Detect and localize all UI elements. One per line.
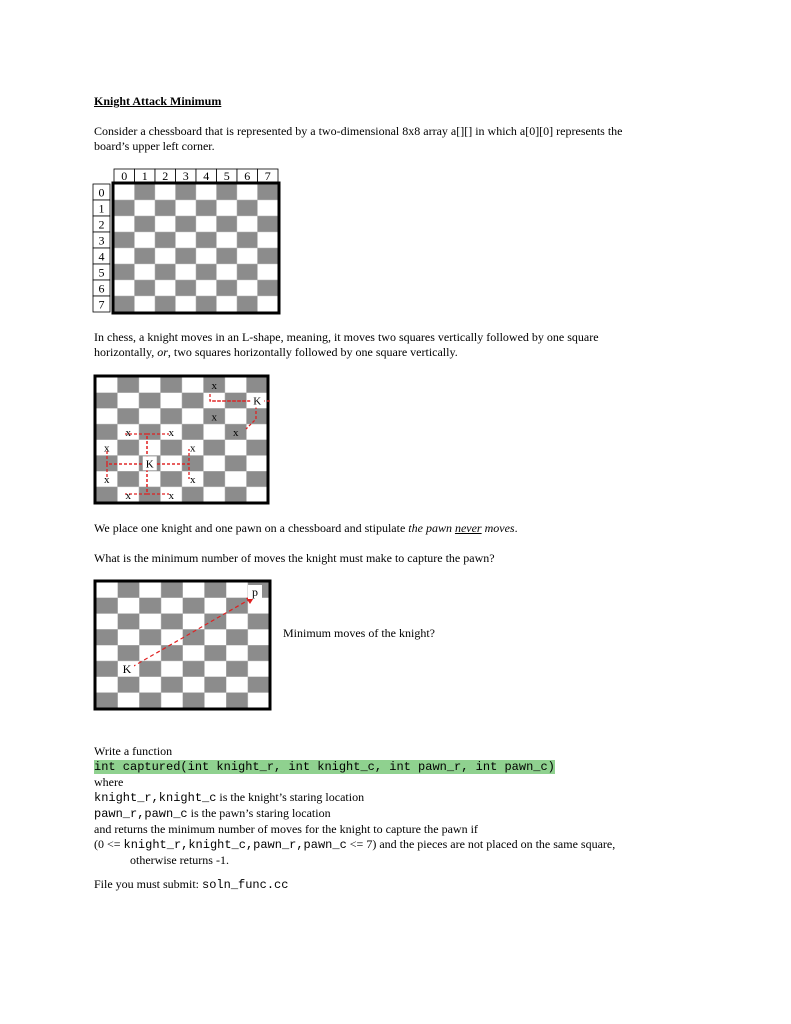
board-square <box>139 661 161 677</box>
board-square <box>204 471 226 487</box>
board-square <box>183 677 205 693</box>
row-index-label: 1 <box>98 201 105 216</box>
board-square <box>161 645 183 661</box>
board-square <box>226 629 248 645</box>
board-square <box>96 582 118 598</box>
board-square <box>258 264 279 280</box>
target-label: x <box>211 379 217 392</box>
board-square <box>247 471 269 487</box>
submit-line: File you must submit: soln_func.cc <box>94 877 289 892</box>
board-square <box>135 264 156 280</box>
board-square <box>205 693 227 709</box>
board-square <box>247 456 269 472</box>
condition-line: (0 <= knight_r,knight_c,pawn_r,pawn_c <= 7) and the pieces are not placed on the same square, <box>94 837 616 852</box>
board-square <box>182 393 204 409</box>
board-square <box>183 693 205 709</box>
board-square <box>258 248 279 264</box>
board-square <box>96 614 118 630</box>
board-square <box>118 629 140 645</box>
row-index-label: 3 <box>98 233 105 248</box>
column-index-label: 2 <box>162 169 169 183</box>
target-label: x <box>104 474 110 487</box>
board-square <box>258 296 279 312</box>
board-square <box>247 487 269 503</box>
intro-line-1: Consider a chessboard that is represented by a two-dimensional 8x8 array a[][] in which a[0][0] represents the <box>94 124 623 138</box>
row-index-label: 0 <box>98 185 105 200</box>
board-square <box>204 440 226 456</box>
board-square <box>118 582 140 598</box>
board-square <box>196 184 217 200</box>
indexed-chessboard <box>92 168 284 316</box>
board-square <box>196 248 217 264</box>
board-square <box>118 677 140 693</box>
board-square <box>217 200 238 216</box>
board-square <box>237 296 258 312</box>
board-square <box>118 408 140 424</box>
where-text: where <box>94 775 124 789</box>
board-square <box>139 440 161 456</box>
board-square <box>114 200 135 216</box>
board-square <box>217 296 238 312</box>
board-square <box>155 280 176 296</box>
knight-label: K <box>122 662 132 676</box>
function-spec <box>94 744 734 868</box>
column-index-label: 7 <box>264 169 271 183</box>
board-square <box>139 677 161 693</box>
row-index-label: 2 <box>98 217 105 232</box>
board-square <box>118 614 140 630</box>
board-square <box>96 693 118 709</box>
board-square <box>96 424 118 440</box>
board-square <box>248 677 270 693</box>
row-index-label: 7 <box>98 297 105 312</box>
board-square <box>205 582 227 598</box>
board-square <box>204 456 226 472</box>
board-square <box>205 598 227 614</box>
column-index-header <box>114 169 278 183</box>
board-square <box>176 216 197 232</box>
board-square <box>139 471 161 487</box>
row-index-label: 5 <box>98 265 105 280</box>
board-square <box>161 614 183 630</box>
board-square <box>237 264 258 280</box>
page-title: Knight Attack Minimum <box>94 94 222 108</box>
board-square <box>135 216 156 232</box>
board-square <box>248 645 270 661</box>
rules-line-1: In chess, a knight moves in an L-shape, meaning, it moves two squares vertically followed by one square <box>94 330 599 344</box>
row-index-label: 4 <box>98 249 105 264</box>
board-square <box>182 456 204 472</box>
board-square <box>118 393 140 409</box>
otherwise-line: otherwise returns -1. <box>130 853 229 867</box>
board-square <box>205 661 227 677</box>
board-square <box>217 280 238 296</box>
board-square <box>161 440 183 456</box>
board-square <box>96 598 118 614</box>
board-square <box>196 296 217 312</box>
board-square <box>161 661 183 677</box>
board-squares <box>96 377 268 503</box>
board-square <box>155 248 176 264</box>
board-square <box>139 393 161 409</box>
board-square <box>139 693 161 709</box>
board-square <box>139 614 161 630</box>
board-square <box>226 582 248 598</box>
board-square <box>139 582 161 598</box>
board-square <box>114 216 135 232</box>
board-square <box>247 377 269 393</box>
board-square <box>225 377 247 393</box>
column-index-label: 1 <box>141 169 148 183</box>
board-square <box>176 280 197 296</box>
board-square <box>196 200 217 216</box>
target-label: x <box>233 426 239 439</box>
board-square <box>237 200 258 216</box>
board-square <box>161 598 183 614</box>
knight-rules-paragraph <box>94 330 694 360</box>
target-label: x <box>190 474 196 487</box>
target-label: x <box>190 442 196 455</box>
board-square <box>226 693 248 709</box>
board-square <box>161 693 183 709</box>
rules-line-2: horizontally, or, two squares horizontally followed by one square vertically. <box>94 345 458 359</box>
board-square <box>247 424 269 440</box>
board-square <box>135 296 156 312</box>
board-square <box>155 216 176 232</box>
board-square <box>135 232 156 248</box>
board-square <box>248 629 270 645</box>
board-square <box>205 677 227 693</box>
board-square <box>176 296 197 312</box>
example-caption: Minimum moves of the knight? <box>283 626 435 640</box>
board-square <box>225 487 247 503</box>
board-square <box>258 280 279 296</box>
board-square <box>118 471 140 487</box>
board-square <box>96 487 118 503</box>
board-square <box>204 487 226 503</box>
example-board <box>92 578 274 712</box>
board-square <box>248 614 270 630</box>
target-label: x <box>104 442 110 455</box>
board-square <box>139 408 161 424</box>
board-square <box>96 629 118 645</box>
board-square <box>205 645 227 661</box>
board-square <box>161 677 183 693</box>
board-square <box>204 424 226 440</box>
board-square <box>96 645 118 661</box>
board-square <box>139 487 161 503</box>
board-square <box>139 377 161 393</box>
column-index-label: 3 <box>182 169 189 183</box>
board-square <box>161 393 183 409</box>
board-square <box>248 661 270 677</box>
board-square <box>118 645 140 661</box>
board-square <box>139 598 161 614</box>
board-square <box>114 248 135 264</box>
board-square <box>161 629 183 645</box>
board-square <box>182 424 204 440</box>
knight-param-line: knight_r,knight_c is the knight’s staring location <box>94 790 365 805</box>
board-square <box>114 280 135 296</box>
board-square <box>196 216 217 232</box>
board-square <box>237 216 258 232</box>
target-label: x <box>125 426 131 439</box>
board-square <box>114 264 135 280</box>
function-signature-line <box>94 759 734 775</box>
board-square <box>217 264 238 280</box>
pawn-label: p <box>252 585 258 599</box>
board-square <box>114 296 135 312</box>
board-square <box>225 456 247 472</box>
target-label: x <box>211 411 217 424</box>
board-square <box>258 216 279 232</box>
board-square <box>205 614 227 630</box>
board-square <box>247 408 269 424</box>
returns-line: and returns the minimum number of moves for the knight to capture the pawn if <box>94 822 478 836</box>
board-squares <box>114 184 278 312</box>
pawn-param-line: pawn_r,pawn_c is the pawn’s staring location <box>94 806 331 821</box>
board-square <box>237 184 258 200</box>
submit-filename: soln_func.cc <box>202 878 289 892</box>
board-square <box>196 264 217 280</box>
board-square <box>96 408 118 424</box>
board-square <box>258 200 279 216</box>
board-square <box>161 582 183 598</box>
board-square <box>161 408 183 424</box>
board-square <box>118 377 140 393</box>
board-square <box>217 216 238 232</box>
column-index-label: 4 <box>203 169 210 183</box>
board-square <box>155 232 176 248</box>
board-square <box>118 598 140 614</box>
board-square <box>135 200 156 216</box>
board-square <box>139 629 161 645</box>
knight-moves-board <box>92 374 272 506</box>
column-index-label: 6 <box>244 169 251 183</box>
board-square <box>237 232 258 248</box>
board-square <box>226 614 248 630</box>
board-square <box>135 184 156 200</box>
board-square <box>176 200 197 216</box>
board-square <box>225 440 247 456</box>
board-square <box>182 408 204 424</box>
board-square <box>196 280 217 296</box>
board-square <box>155 200 176 216</box>
placement-sentence: We place one knight and one pawn on a chessboard and stipulate the pawn never moves. <box>94 521 518 535</box>
board-square <box>183 645 205 661</box>
column-index-label: 5 <box>223 169 230 183</box>
board-square <box>225 408 247 424</box>
column-index-label: 0 <box>121 169 128 183</box>
intro-paragraph <box>94 124 694 154</box>
board-square <box>135 248 156 264</box>
board-square <box>182 377 204 393</box>
function-intro: Write a function <box>94 744 173 758</box>
function-signature: int captured(int knight_r, int knight_c, int pawn_r, int pawn_c) <box>94 760 555 774</box>
knight-label: K <box>253 395 262 408</box>
board-square <box>114 184 135 200</box>
board-square <box>196 232 217 248</box>
board-square <box>226 661 248 677</box>
row-index-label: 6 <box>98 281 105 296</box>
board-square <box>96 377 118 393</box>
knight-label: K <box>145 458 154 471</box>
board-square <box>155 264 176 280</box>
board-square <box>183 598 205 614</box>
board-square <box>183 582 205 598</box>
board-square <box>161 471 183 487</box>
board-square <box>248 693 270 709</box>
intro-line-2: board’s upper left corner. <box>94 139 215 153</box>
board-square <box>205 629 227 645</box>
board-square <box>155 296 176 312</box>
board-square <box>135 280 156 296</box>
board-square <box>176 264 197 280</box>
board-square <box>118 693 140 709</box>
board-square <box>161 377 183 393</box>
board-square <box>118 440 140 456</box>
board-square <box>96 661 118 677</box>
board-square <box>176 232 197 248</box>
board-squares <box>96 582 270 708</box>
board-square <box>226 645 248 661</box>
board-square <box>247 440 269 456</box>
board-square <box>114 232 135 248</box>
board-square <box>258 184 279 200</box>
board-square <box>182 487 204 503</box>
target-label: x <box>168 489 174 502</box>
board-square <box>237 280 258 296</box>
board-square <box>96 393 118 409</box>
board-square <box>226 677 248 693</box>
board-square <box>176 248 197 264</box>
board-square <box>217 248 238 264</box>
board-square <box>96 677 118 693</box>
board-square <box>225 471 247 487</box>
question-text: What is the minimum number of moves the knight must make to capture the pawn? <box>94 551 495 565</box>
board-square <box>139 645 161 661</box>
board-square <box>237 248 258 264</box>
board-square <box>183 661 205 677</box>
target-label: x <box>168 426 174 439</box>
target-label: x <box>125 489 131 502</box>
board-square <box>217 184 238 200</box>
board-square <box>176 184 197 200</box>
board-square <box>139 424 161 440</box>
board-square <box>217 232 238 248</box>
board-square <box>258 232 279 248</box>
row-index-header <box>93 184 110 312</box>
board-square <box>155 184 176 200</box>
